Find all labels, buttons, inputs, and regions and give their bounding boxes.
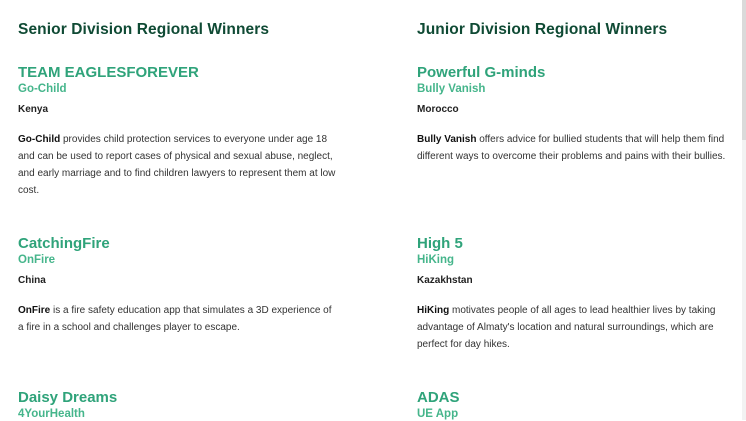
description-text: provides child protection services to everyone under age 18 and can be used to report cases of physical and sexual abuse, neglect, and early marriage and to find children lawyers to represent them at low cost.: [18, 134, 336, 196]
senior-division-title: Senior Division Regional Winners: [18, 21, 270, 38]
app-name: UE App: [417, 408, 459, 420]
app-name: OnFire: [18, 254, 56, 266]
description-app-name: HiKing: [417, 305, 450, 316]
junior-winner-1: [417, 64, 737, 162]
team-name: Powerful G-minds: [417, 64, 546, 81]
junior-division-title: Junior Division Regional Winners: [417, 21, 668, 38]
description-app-name: OnFire: [18, 305, 51, 316]
junior-winner-3: [417, 389, 737, 421]
team-name: ADAS: [417, 389, 460, 406]
app-description: [18, 131, 336, 199]
app-name: 4YourHealth: [18, 408, 85, 420]
app-description: [18, 302, 336, 336]
country-name: Morocco: [417, 104, 459, 115]
description-app-name: Bully Vanish: [417, 134, 477, 145]
country-name: China: [18, 275, 46, 286]
app-description: [417, 302, 735, 353]
senior-winner-3: [18, 389, 338, 421]
team-name: CatchingFire: [18, 235, 110, 252]
scrollbar-track[interactable]: [742, 0, 746, 420]
team-name: Daisy Dreams: [18, 389, 118, 406]
senior-winner-2: [18, 235, 338, 333]
description-text: motivates people of all ages to lead healthier lives by taking advantage of Almaty's location and natural surroundings, which are perfect for day hikes.: [417, 305, 716, 350]
app-name: HiKing: [417, 254, 455, 266]
description-text: is a fire safety education app that simulates a 3D experience of a fire in a school and challenges player to escape.: [18, 305, 332, 333]
team-name: TEAM EAGLESFOREVER: [18, 64, 199, 81]
app-name: Bully Vanish: [417, 83, 486, 95]
senior-winner-1: [18, 64, 338, 196]
app-name: Go-Child: [18, 83, 67, 95]
country-name: Kenya: [18, 104, 49, 115]
country-name: Kazakhstan: [417, 275, 473, 286]
team-name: High 5: [417, 235, 463, 252]
description-text: offers advice for bullied students that will help them find different ways to overcome their problems and pains with their bullies.: [417, 134, 726, 162]
junior-winner-2: [417, 235, 737, 350]
app-description: [417, 131, 735, 165]
scrollbar-thumb[interactable]: [742, 0, 746, 140]
description-app-name: Go-Child: [18, 134, 61, 145]
